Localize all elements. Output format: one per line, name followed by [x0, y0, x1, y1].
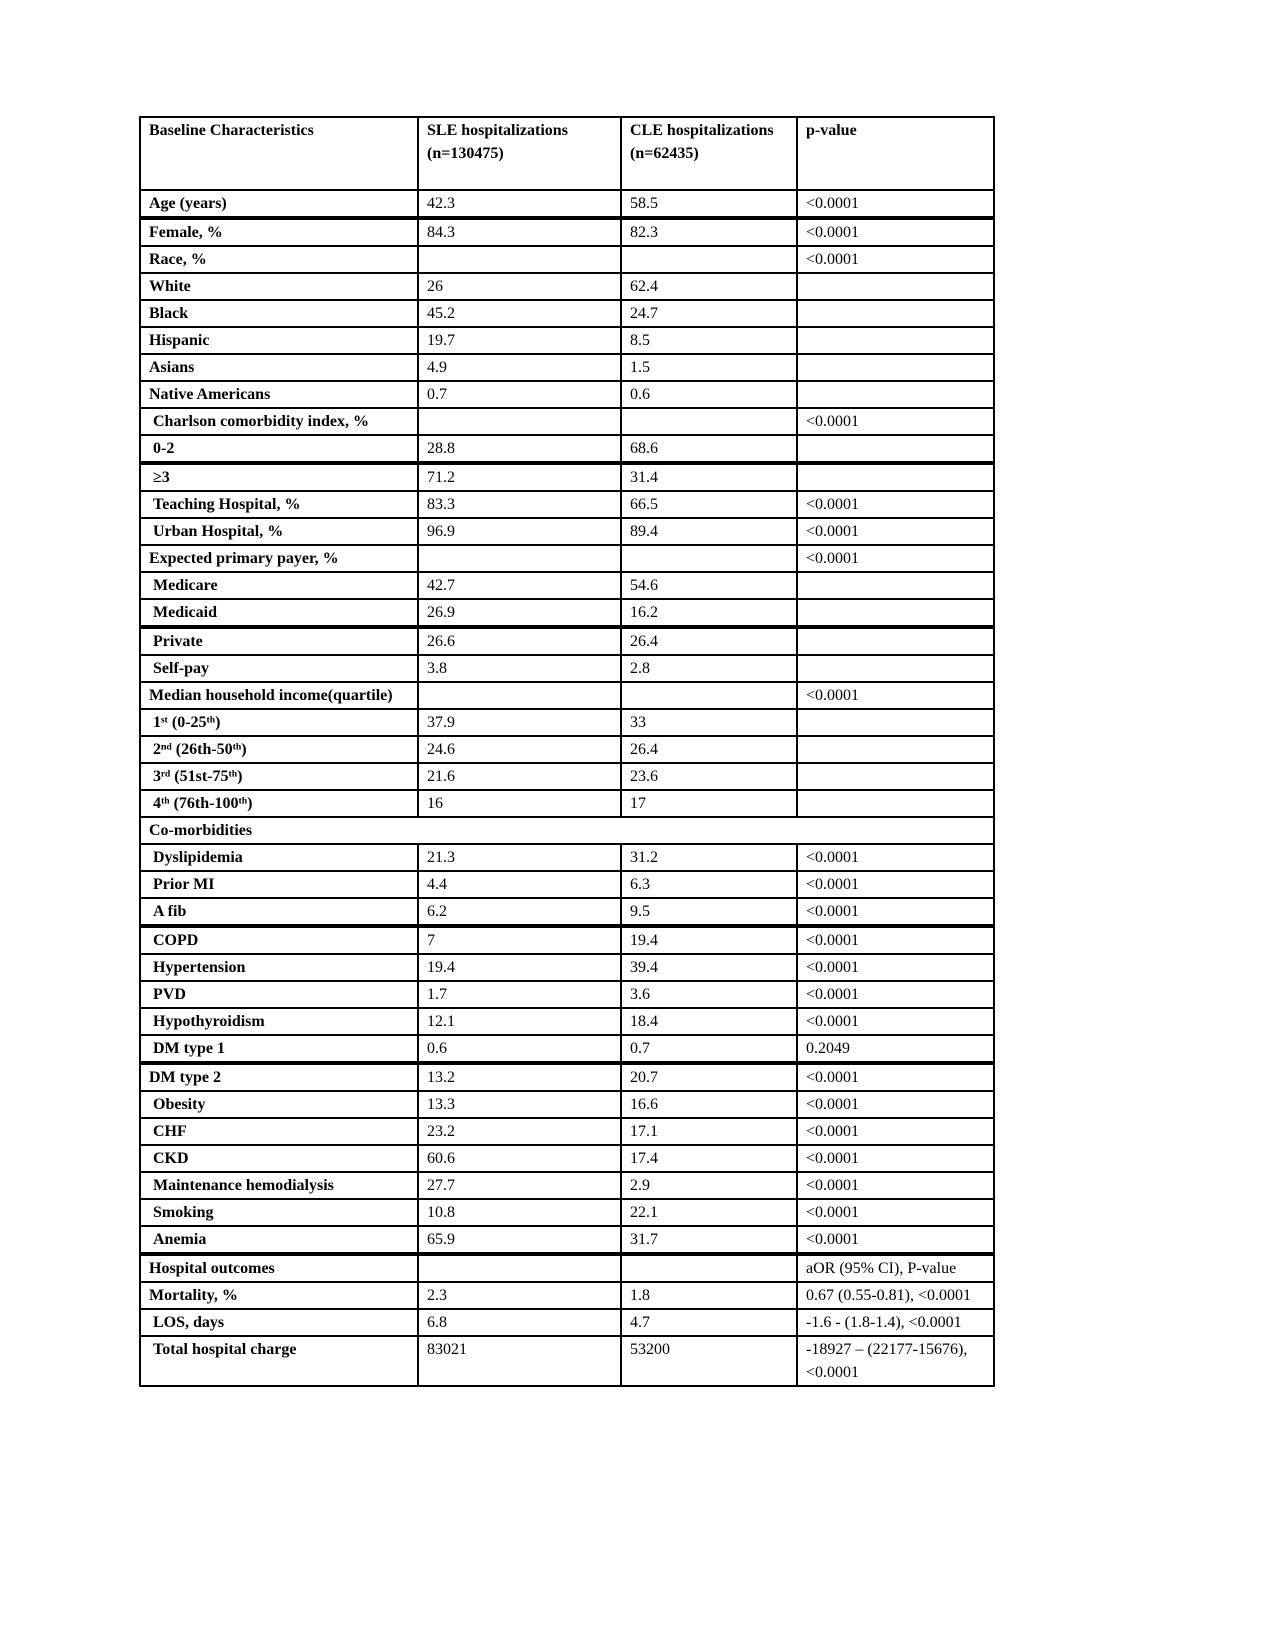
table-row — [140, 408, 994, 435]
cle-value-cell: 8.5 — [621, 327, 797, 354]
p-value-cell: <0.0001 — [797, 1199, 994, 1226]
cle-value-cell: 26.4 — [621, 627, 797, 655]
p-value-cell — [797, 709, 994, 736]
header-sle-hospitalizations: SLE hospitalizations (n=130475) — [418, 117, 621, 190]
p-value-cell — [797, 627, 994, 655]
sle-value-cell: 19.7 — [418, 327, 621, 354]
cle-value-cell: 31.4 — [621, 463, 797, 491]
cle-value-cell — [621, 408, 797, 435]
table-row — [140, 844, 994, 871]
cle-value-cell: 23.6 — [621, 763, 797, 790]
cle-value-cell: 33 — [621, 709, 797, 736]
table-row — [140, 435, 994, 463]
p-value-cell — [797, 599, 994, 627]
row-label-cell: ≥3 — [140, 463, 418, 491]
row-label-cell: DM type 1 — [140, 1035, 418, 1063]
table-row — [140, 709, 994, 736]
row-label-cell: COPD — [140, 926, 418, 954]
row-label-cell: 4ᵗʰ (76th-100ᵗʰ) — [140, 790, 418, 817]
cle-value-cell: 16.6 — [621, 1091, 797, 1118]
row-label-cell: Black — [140, 300, 418, 327]
p-value-cell — [797, 435, 994, 463]
sle-value-cell: 19.4 — [418, 954, 621, 981]
p-value-cell: <0.0001 — [797, 1226, 994, 1254]
cle-value-cell: 82.3 — [621, 218, 797, 246]
sle-value-cell: 45.2 — [418, 300, 621, 327]
row-label-cell: LOS, days — [140, 1309, 418, 1336]
table-row — [140, 1118, 994, 1145]
row-label-cell: Female, % — [140, 218, 418, 246]
row-label-cell: Median household income(quartile) — [140, 682, 418, 709]
row-label-cell: Self-pay — [140, 655, 418, 682]
p-value-cell: <0.0001 — [797, 190, 994, 218]
cle-value-cell: 17 — [621, 790, 797, 817]
cle-value-cell: 31.7 — [621, 1226, 797, 1254]
sle-value-cell: 24.6 — [418, 736, 621, 763]
sle-value-cell: 65.9 — [418, 1226, 621, 1254]
table-row — [140, 1282, 994, 1309]
cle-value-cell — [621, 545, 797, 572]
row-label-cell: Expected primary payer, % — [140, 545, 418, 572]
table-row — [140, 572, 994, 599]
row-label-cell: DM type 2 — [140, 1063, 418, 1091]
row-label-cell: Obesity — [140, 1091, 418, 1118]
cle-value-cell: 3.6 — [621, 981, 797, 1008]
sle-value-cell: 13.2 — [418, 1063, 621, 1091]
sle-value-cell: 12.1 — [418, 1008, 621, 1035]
cle-value-cell: 2.8 — [621, 655, 797, 682]
sle-value-cell: 83.3 — [418, 491, 621, 518]
p-value-cell: <0.0001 — [797, 954, 994, 981]
table-row — [140, 627, 994, 655]
row-label-cell: Private — [140, 627, 418, 655]
table-row — [140, 1336, 994, 1386]
table-row — [140, 898, 994, 926]
row-label-cell: Dyslipidemia — [140, 844, 418, 871]
row-label-cell: Hypertension — [140, 954, 418, 981]
row-label-cell: A fib — [140, 898, 418, 926]
cle-value-cell — [621, 682, 797, 709]
table-row — [140, 1172, 994, 1199]
baseline-characteristics-table — [139, 116, 995, 1387]
sle-value-cell: 28.8 — [418, 435, 621, 463]
cle-value-cell: 58.5 — [621, 190, 797, 218]
table-row — [140, 1008, 994, 1035]
p-value-cell: <0.0001 — [797, 1063, 994, 1091]
cle-value-cell — [621, 1254, 797, 1282]
p-value-cell: -18927 – (22177-15676), <0.0001 — [797, 1336, 994, 1386]
p-value-cell: <0.0001 — [797, 518, 994, 545]
row-label-cell: 1ˢᵗ (0-25ᵗʰ) — [140, 709, 418, 736]
table-header-row — [140, 117, 994, 190]
p-value-cell — [797, 354, 994, 381]
p-value-cell — [797, 655, 994, 682]
sle-value-cell: 42.3 — [418, 190, 621, 218]
p-value-cell — [797, 463, 994, 491]
cle-value-cell: 0.7 — [621, 1035, 797, 1063]
sle-value-cell: 42.7 — [418, 572, 621, 599]
p-value-cell — [797, 327, 994, 354]
table-row — [140, 327, 994, 354]
table-row — [140, 1063, 994, 1091]
p-value-cell: <0.0001 — [797, 408, 994, 435]
row-label-cell: Native Americans — [140, 381, 418, 408]
table-row — [140, 300, 994, 327]
row-label-cell: CKD — [140, 1145, 418, 1172]
sle-value-cell: 26.9 — [418, 599, 621, 627]
row-label-cell: Hypothyroidism — [140, 1008, 418, 1035]
cle-value-cell: 26.4 — [621, 736, 797, 763]
sle-value-cell: 37.9 — [418, 709, 621, 736]
table-row — [140, 190, 994, 218]
table-row — [140, 599, 994, 627]
sle-value-cell — [418, 1254, 621, 1282]
sle-value-cell — [418, 682, 621, 709]
table-row — [140, 954, 994, 981]
sle-value-cell: 4.4 — [418, 871, 621, 898]
p-value-cell — [797, 300, 994, 327]
sle-value-cell: 1.7 — [418, 981, 621, 1008]
row-label-cell: 3ʳᵈ (51st-75ᵗʰ) — [140, 763, 418, 790]
p-value-cell: -1.6 - (1.8-1.4), <0.0001 — [797, 1309, 994, 1336]
sle-value-cell: 60.6 — [418, 1145, 621, 1172]
header-cle-hospitalizations: CLE hospitalizations (n=62435) — [621, 117, 797, 190]
table-row — [140, 218, 994, 246]
sle-value-cell — [418, 246, 621, 273]
p-value-cell: <0.0001 — [797, 218, 994, 246]
table-row — [140, 246, 994, 273]
p-value-cell: <0.0001 — [797, 246, 994, 273]
p-value-cell: <0.0001 — [797, 1145, 994, 1172]
cle-value-cell: 62.4 — [621, 273, 797, 300]
row-label-cell: Charlson comorbidity index, % — [140, 408, 418, 435]
cle-value-cell: 2.9 — [621, 1172, 797, 1199]
sle-value-cell: 6.2 — [418, 898, 621, 926]
table-row — [140, 682, 994, 709]
table-row — [140, 871, 994, 898]
sle-value-cell: 26 — [418, 273, 621, 300]
p-value-cell: <0.0001 — [797, 1008, 994, 1035]
table-row — [140, 1091, 994, 1118]
row-label-cell: Age (years) — [140, 190, 418, 218]
p-value-cell: 0.67 (0.55-0.81), <0.0001 — [797, 1282, 994, 1309]
row-label-cell: 0-2 — [140, 435, 418, 463]
sle-value-cell: 21.6 — [418, 763, 621, 790]
table-row — [140, 545, 994, 572]
sle-value-cell: 83021 — [418, 1336, 621, 1386]
table-row — [140, 736, 994, 763]
p-value-cell: <0.0001 — [797, 1118, 994, 1145]
sle-value-cell — [418, 408, 621, 435]
p-value-cell: <0.0001 — [797, 1091, 994, 1118]
p-value-cell — [797, 273, 994, 300]
row-label-cell: 2ⁿᵈ (26th-50ᵗʰ) — [140, 736, 418, 763]
sle-value-cell: 2.3 — [418, 1282, 621, 1309]
p-value-cell — [797, 763, 994, 790]
cle-value-cell: 20.7 — [621, 1063, 797, 1091]
row-label-cell: Medicare — [140, 572, 418, 599]
cle-value-cell: 17.4 — [621, 1145, 797, 1172]
table-row — [140, 817, 994, 844]
cle-value-cell: 68.6 — [621, 435, 797, 463]
table-row — [140, 381, 994, 408]
row-label-cell: Hospital outcomes — [140, 1254, 418, 1282]
cle-value-cell: 24.7 — [621, 300, 797, 327]
table-row — [140, 354, 994, 381]
row-label-cell: Maintenance hemodialysis — [140, 1172, 418, 1199]
table-row — [140, 1145, 994, 1172]
header-baseline-characteristics: Baseline Characteristics — [140, 117, 418, 190]
table-row — [140, 518, 994, 545]
p-value-cell: <0.0001 — [797, 981, 994, 1008]
table-row — [140, 463, 994, 491]
cle-value-cell — [621, 246, 797, 273]
p-value-cell: aOR (95% CI), P-value — [797, 1254, 994, 1282]
p-value-cell — [797, 790, 994, 817]
sle-value-cell: 23.2 — [418, 1118, 621, 1145]
cle-value-cell: 16.2 — [621, 599, 797, 627]
p-value-cell: <0.0001 — [797, 1172, 994, 1199]
row-label-cell: Urban Hospital, % — [140, 518, 418, 545]
table-row — [140, 655, 994, 682]
p-value-cell: 0.2049 — [797, 1035, 994, 1063]
p-value-cell: <0.0001 — [797, 926, 994, 954]
row-label-cell: Hispanic — [140, 327, 418, 354]
table-row — [140, 790, 994, 817]
sle-value-cell: 71.2 — [418, 463, 621, 491]
sle-value-cell: 10.8 — [418, 1199, 621, 1226]
table-body — [140, 190, 994, 1386]
p-value-cell — [797, 381, 994, 408]
row-label-cell: CHF — [140, 1118, 418, 1145]
p-value-cell: <0.0001 — [797, 871, 994, 898]
sle-value-cell: 0.7 — [418, 381, 621, 408]
cle-value-cell: 66.5 — [621, 491, 797, 518]
row-label-cell: Teaching Hospital, % — [140, 491, 418, 518]
table-row — [140, 1199, 994, 1226]
table-row — [140, 1309, 994, 1336]
p-value-cell: <0.0001 — [797, 682, 994, 709]
cle-value-cell: 53200 — [621, 1336, 797, 1386]
sle-value-cell: 96.9 — [418, 518, 621, 545]
cle-value-cell: 39.4 — [621, 954, 797, 981]
cle-value-cell: 17.1 — [621, 1118, 797, 1145]
sle-value-cell: 13.3 — [418, 1091, 621, 1118]
row-label-cell: Anemia — [140, 1226, 418, 1254]
sle-value-cell: 21.3 — [418, 844, 621, 871]
cle-value-cell: 1.5 — [621, 354, 797, 381]
header-p-value: p-value — [797, 117, 994, 190]
cle-value-cell: 18.4 — [621, 1008, 797, 1035]
cle-value-cell: 31.2 — [621, 844, 797, 871]
row-label-cell: Smoking — [140, 1199, 418, 1226]
p-value-cell — [797, 572, 994, 599]
cle-value-cell: 9.5 — [621, 898, 797, 926]
p-value-cell: <0.0001 — [797, 844, 994, 871]
cle-value-cell: 54.6 — [621, 572, 797, 599]
cle-value-cell: 4.7 — [621, 1309, 797, 1336]
row-label-cell: Medicaid — [140, 599, 418, 627]
table-row — [140, 1226, 994, 1254]
p-value-cell — [797, 736, 994, 763]
table-row — [140, 273, 994, 300]
row-label-cell: Total hospital charge — [140, 1336, 418, 1386]
cle-value-cell: 6.3 — [621, 871, 797, 898]
table-row — [140, 1035, 994, 1063]
cle-value-cell: 22.1 — [621, 1199, 797, 1226]
cle-value-cell: 19.4 — [621, 926, 797, 954]
p-value-cell: <0.0001 — [797, 491, 994, 518]
row-label-cell: Prior MI — [140, 871, 418, 898]
table-row — [140, 491, 994, 518]
sle-value-cell: 4.9 — [418, 354, 621, 381]
section-label-cell: Co-morbidities — [140, 817, 994, 844]
cle-value-cell: 1.8 — [621, 1282, 797, 1309]
row-label-cell: Race, % — [140, 246, 418, 273]
sle-value-cell: 7 — [418, 926, 621, 954]
row-label-cell: Asians — [140, 354, 418, 381]
sle-value-cell: 3.8 — [418, 655, 621, 682]
sle-value-cell: 16 — [418, 790, 621, 817]
table-row — [140, 981, 994, 1008]
row-label-cell: PVD — [140, 981, 418, 1008]
p-value-cell: <0.0001 — [797, 898, 994, 926]
table-row — [140, 926, 994, 954]
cle-value-cell: 0.6 — [621, 381, 797, 408]
sle-value-cell: 6.8 — [418, 1309, 621, 1336]
sle-value-cell: 0.6 — [418, 1035, 621, 1063]
sle-value-cell: 26.6 — [418, 627, 621, 655]
cle-value-cell: 89.4 — [621, 518, 797, 545]
table-row — [140, 763, 994, 790]
table-row — [140, 1254, 994, 1282]
sle-value-cell: 27.7 — [418, 1172, 621, 1199]
sle-value-cell: 84.3 — [418, 218, 621, 246]
row-label-cell: White — [140, 273, 418, 300]
sle-value-cell — [418, 545, 621, 572]
p-value-cell: <0.0001 — [797, 545, 994, 572]
row-label-cell: Mortality, % — [140, 1282, 418, 1309]
